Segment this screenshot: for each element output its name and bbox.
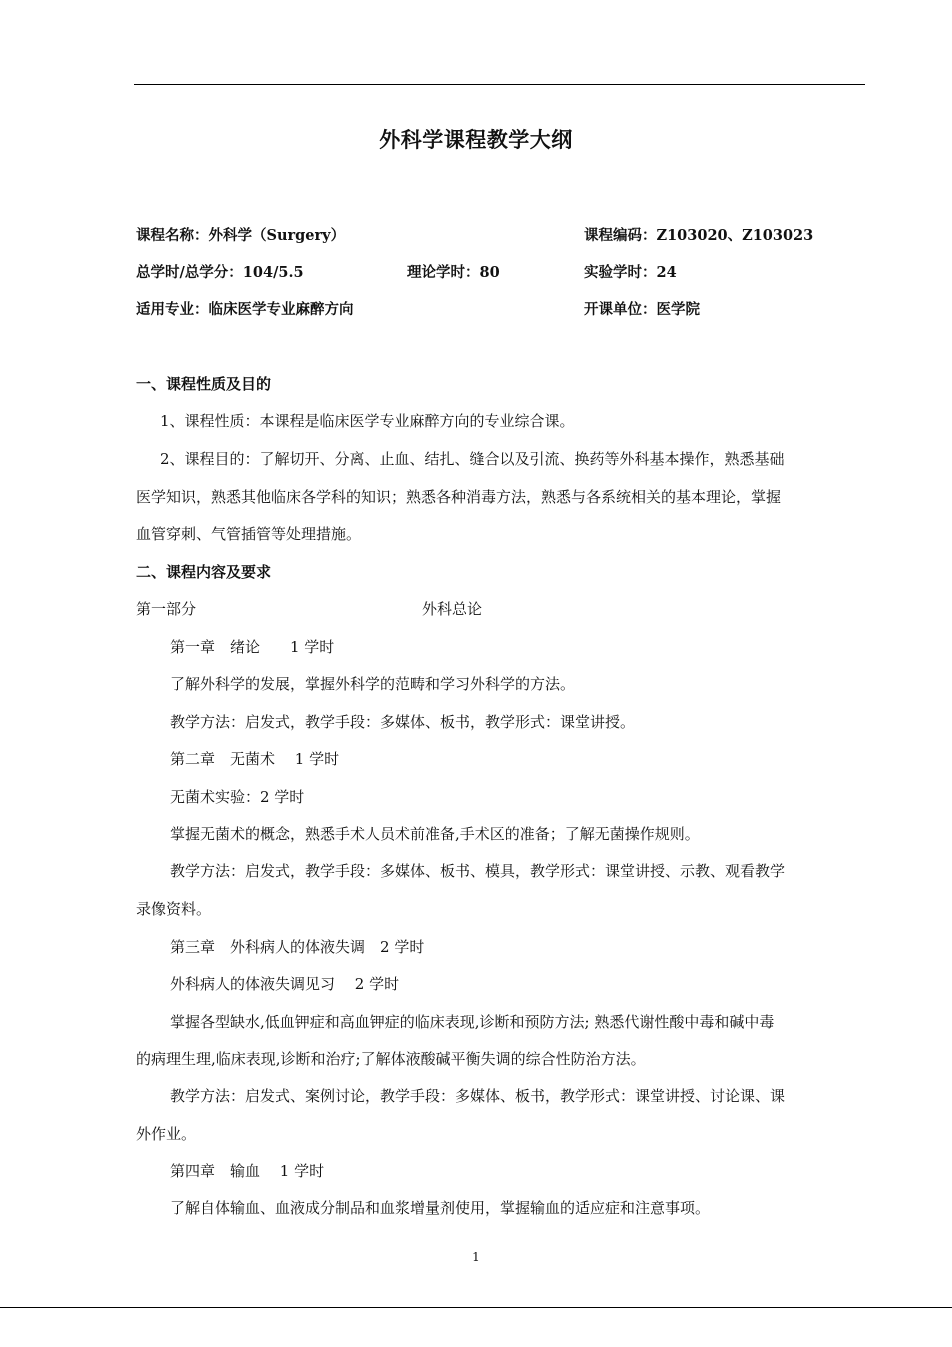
theory-hours: 理论学时：80 (407, 264, 500, 281)
chapter-lab: 无菌术实验：2 学时 (170, 788, 305, 806)
total-hours: 总学时/总学分：104/5.5 (136, 264, 304, 281)
document-title: 外科学课程教学大纲 (379, 127, 573, 152)
section-heading-nature: 一、课程性质及目的 (136, 375, 272, 393)
part-label: 第一部分 (136, 600, 197, 618)
chapter-method-line: 教学方法：启发式，教学手段：多媒体、板书、模具，教学形式：课堂讲授、示教、观看教学 (170, 862, 786, 880)
offering-department: 开课单位：医学院 (584, 301, 700, 318)
section-heading-content: 二、课程内容及要求 (136, 563, 272, 581)
chapter-method: 教学方法：启发式，教学手段：多媒体、板书，教学形式：课堂讲授。 (170, 713, 636, 731)
chapter-content-line: 的病理生理,临床表现,诊断和治疗;了解体液酸碱平衡失调的综合性防治方法。 (136, 1050, 646, 1068)
part-title: 外科总论 (422, 600, 483, 618)
course-code: 课程编码：Z103020、Z103023 (584, 227, 814, 244)
lab-hours: 实验学时：24 (584, 264, 677, 281)
chapter-lab: 外科病人的体液失调见习 2 学时 (170, 975, 400, 993)
paragraph-purpose-line: 2、课程目的：了解切开、分离、止血、结扎、缝合以及引流、换药等外科基本操作，熟悉基础 (160, 450, 785, 468)
applicable-major: 适用专业：临床医学专业麻醉方向 (136, 301, 354, 318)
chapter-method-line: 外作业。 (136, 1125, 197, 1143)
paragraph-nature: 1、课程性质：本课程是临床医学专业麻醉方向的专业综合课。 (160, 412, 575, 430)
chapter-content-line: 掌握各型缺水,低血钾症和高血钾症的临床表现,诊断和预防方法; 熟悉代谢性酸中毒和碱中毒 (170, 1013, 775, 1031)
chapter-title: 第四章 输血 1 学时 (170, 1162, 325, 1180)
chapter-title: 第二章 无菌术 1 学时 (170, 750, 340, 768)
chapter-method-line: 录像资料。 (136, 900, 212, 918)
page-number: 1 (472, 1250, 480, 1264)
paragraph-purpose-line: 医学知识，熟悉其他临床各学科的知识；熟悉各种消毒方法，熟悉与各系统相关的基本理论，掌握 (136, 488, 782, 506)
footer-rule (0, 1307, 952, 1308)
paragraph-purpose-line: 血管穿刺、气管插管等处理措施。 (136, 525, 362, 543)
chapter-content: 了解自体输血、血液成分制品和血浆增量剂使用，掌握输血的适应症和注意事项。 (170, 1199, 711, 1217)
chapter-title: 第三章 外科病人的体液失调 2 学时 (170, 938, 425, 956)
chapter-content: 了解外科学的发展，掌握外科学的范畴和学习外科学的方法。 (170, 675, 576, 693)
chapter-title: 第一章 绪论 1 学时 (170, 638, 335, 656)
chapter-method-line: 教学方法：启发式、案例讨论，教学手段：多媒体、板书，教学形式：课堂讲授、讨论课、课 (170, 1087, 786, 1105)
course-name: 课程名称：外科学（Surgery） (136, 227, 346, 244)
chapter-content: 掌握无菌术的概念，熟悉手术人员术前准备,手术区的准备；了解无菌操作规则。 (170, 825, 700, 843)
header-rule (134, 84, 865, 85)
